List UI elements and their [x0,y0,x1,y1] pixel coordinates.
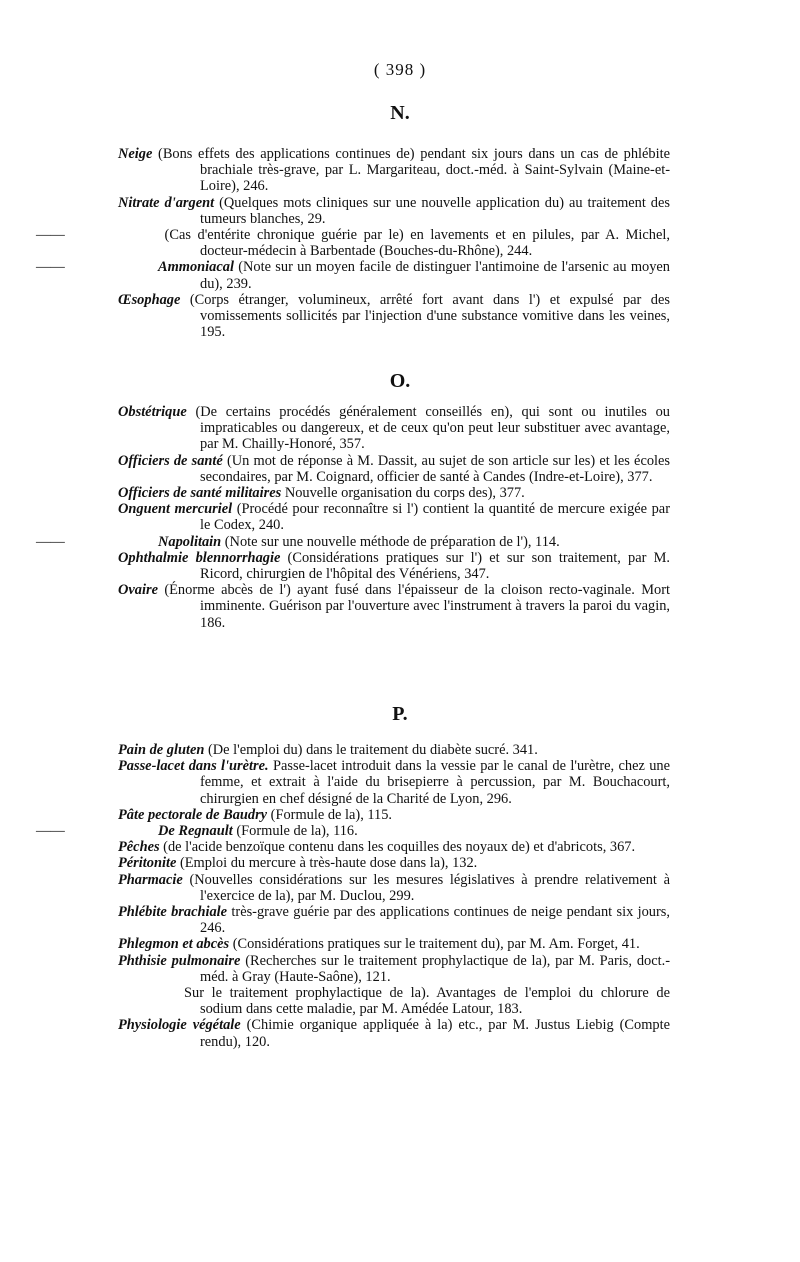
entry-text: (de l'acide benzoïque contenu dans les coquilles des noyaux de) et d'abricots, 367. [159,839,636,856]
entry-heading: Ammoniacal [158,259,234,276]
index-entry [118,146,670,195]
entry-heading: Physiologie végétale [118,1017,241,1034]
index-entry [118,936,670,952]
entry-heading: Péritonite [118,855,177,872]
index-entry [118,742,670,758]
entry-text: (Note sur une nouvelle méthode de préparation de l'), 114. [221,533,560,550]
index-entry [118,292,670,341]
entry-heading: Phthisie pulmonaire [118,952,241,969]
index-entry [36,227,670,260]
entry-text: Sur le traitement prophylactique de la). Avantages de l'emploi du chlorure de sodium dans cette maladie, par M. Amédée Latour, 183. [184,985,670,1018]
section-o-entries [36,404,671,631]
index-entry [118,404,670,453]
entry-text: (De l'emploi du) dans le traitement du diabète sucré. 341. [204,742,538,758]
section-letter-o: O. [389,370,411,392]
index-entry [36,533,670,550]
entry-text: (Bons effets des applications continues de) pendant six jours dans un cas de phlébite brachiale très-grave, par L. Margariteau, doct.-méd. à Saint-Sylvain (Maine-et-Loire), 246. [152,146,670,195]
index-entry [118,550,670,582]
entry-heading: Pâte pectorale de Baudry [118,806,268,823]
entry-text: (Cas d'entérite chronique guérie par le) en lavements et en pilules, par A. Michel, docteur-médecin à Barbentade (Bouches-du-Rhône), 244. [158,227,670,260]
entry-text: (Considérations pratiques sur le traitement du), par M. Am. Forget, 41. [229,936,640,953]
entry-text: (De certains procédés généralement conseillés en), qui sont ou inutiles ou impraticables ou dangereux, et de ceux qu'on peut leur substituer avec avantage, par M. Chailly-Honoré, 357. [186,404,670,453]
index-entry [118,758,670,807]
entry-heading: Onguent mercuriel [118,501,233,518]
entry-text: Nouvelle organisation du corps des), 377. [281,485,525,502]
entry-text: (Recherches sur le traitement prophylactique de la), par M. Paris, doct.-méd. à Gray (Haute-Saône), 121. [200,952,670,985]
entry-heading: Phlegmon et abcès [118,936,230,953]
ditto-dash: —— [36,823,65,840]
index-entry [118,453,670,485]
entry-heading: Phlébite brachiale [118,904,228,921]
index-entry [118,904,670,936]
index-entry [36,823,670,840]
ditto-dash: —— [36,259,65,276]
entry-text: (Corps étranger, volumineux, arrêté fort avant dans l') et expulsé par des vomissements sollicités par l'injection d'une substance vomitive dans les veines, 195. [180,291,670,341]
entry-heading: Neige [118,146,153,162]
index-entry [36,259,670,292]
section-p-entries [36,742,670,1050]
entry-heading: Pain de gluten [118,742,205,758]
entry-text: (Quelques mots cliniques sur une nouvelle application du) au traitement des tumeurs blanches, 29. [200,194,670,227]
entry-heading: Pharmacie [118,871,183,888]
section-letter-p: P. [392,703,408,725]
entry-heading: Ophthalmie blennorrhagie [118,549,281,566]
index-entry [118,582,670,631]
entry-heading: Pêches [118,839,160,856]
index-entry [118,985,670,1017]
index-entry [118,872,670,904]
entry-heading: Officiers de santé militaires [118,485,282,502]
index-entry [118,1017,670,1049]
entry-text: (Formule de la), 116. [232,823,358,840]
entry-text: (Emploi du mercure à très-haute dose dans la), 132. [176,855,478,872]
entry-heading: Nitrate d'argent [118,194,215,211]
page-number: ( 398 ) [373,60,427,79]
section-letter-n: N. [390,102,410,124]
entry-heading: De Regnault [158,823,233,840]
entry-text: (Énorme abcès de l') ayant fusé dans l'épaisseur de la cloison recto-vaginale. Mort imminente. Guérison par l'ouverture avec l'instrument à travers la paroi du vagin, 186. [157,582,670,631]
entry-heading: Napolitain [158,533,222,550]
index-entry [118,501,670,533]
entry-heading: Ovaire [118,582,158,599]
entry-text: (Nouvelles considérations sur les mesures législatives à prendre relativement à l'exercice de la), par M. Duclou, 299. [182,871,670,904]
entry-heading: Œsophage [118,291,181,308]
index-entry [118,195,670,227]
entry-text: (Procédé pour reconnaître si l') contient la quantité de mercure exigée par le Codex, 240. [200,501,670,534]
index-entry [118,953,670,985]
index-entry [118,839,670,855]
entry-text: (Note sur un moyen facile de distinguer l'antimoine de l'arsenic au moyen du), 239. [200,259,670,292]
ditto-dash: —— [36,533,65,550]
entry-text: (Un mot de réponse à M. Dassit, au sujet de son article sur les) et les écoles secondaires, par M. Coignard, officier de santé à Candes (Indre-et-Loire), 377. [200,452,671,485]
index-entry [118,807,670,823]
entry-text: (Chimie organique appliquée à la) etc., par M. Justus Liebig (Compte rendu), 120. [200,1017,670,1050]
entry-text: (Formule de la), 115. [267,806,393,823]
index-entry [118,485,670,501]
section-n-entries [36,146,670,341]
entry-text: Passe-lacet introduit dans la vessie par le canal de l'urètre, chez une femme, et extrait à l'aide du brisepierre à percussion, par M. Bouchacourt, chirurgien en chef désigné de la Charité de Lyon, 296. [200,758,670,807]
entry-text: (Considérations pratiques sur l') et sur son traitement, par M. Ricord, chirurgien de l'hôpital des Vénériens, 347. [200,549,670,583]
entry-heading: Obstétrique [118,404,187,420]
entry-heading: Passe-lacet dans l'urètre. [118,758,269,775]
index-entry [118,855,670,871]
entry-text: très-grave guérie par des applications continues de neige pendant six jours, 246. [200,904,670,937]
ditto-dash: —— [36,227,65,244]
entry-heading: Officiers de santé [118,452,223,469]
